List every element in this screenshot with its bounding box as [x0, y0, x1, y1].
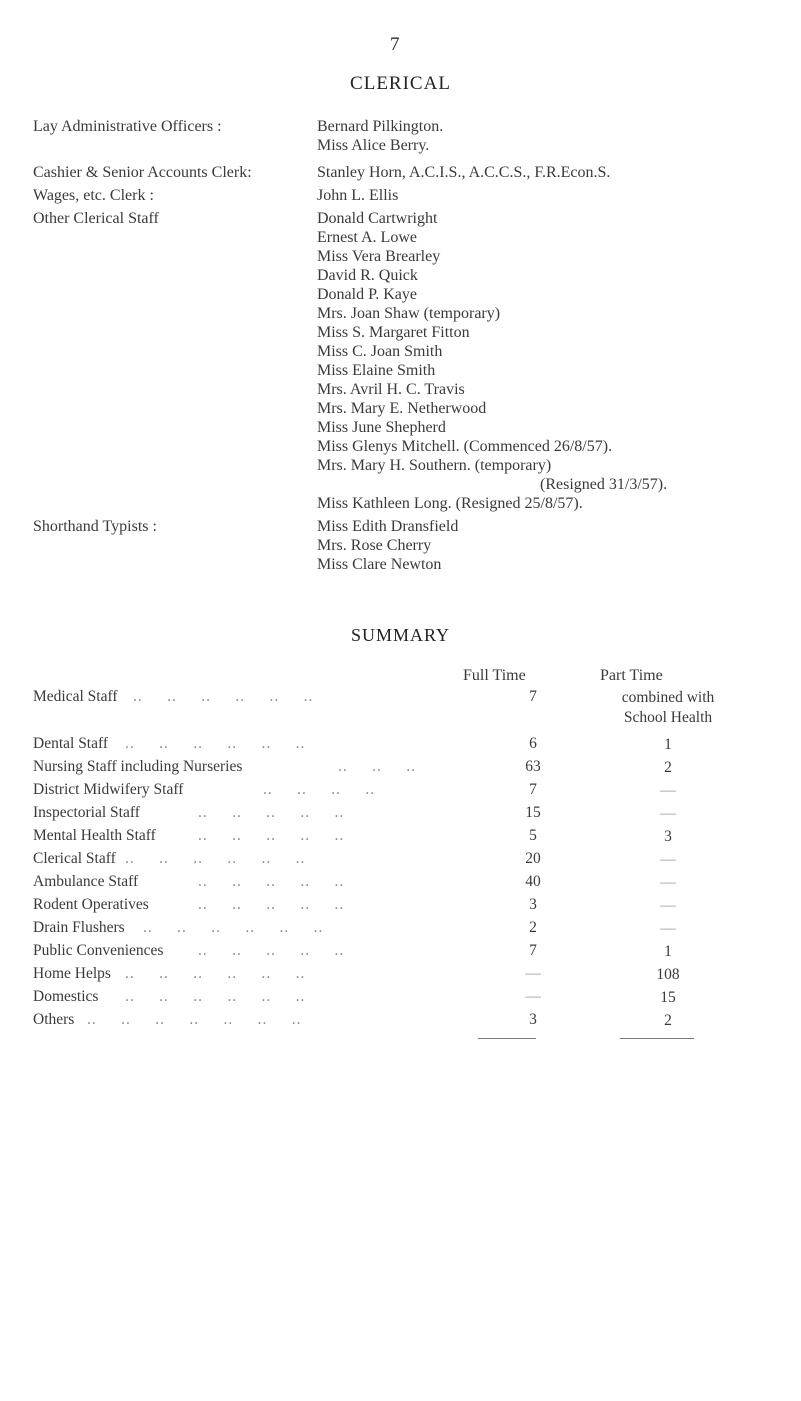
staff-name: Miss S. Margaret Fitton [317, 324, 470, 341]
part-time-header: Part Time [600, 667, 663, 684]
summary-row [33, 735, 773, 755]
staff-name: Donald Cartwright [317, 210, 438, 227]
role-label: Wages, etc. Clerk : [33, 187, 154, 204]
staff-name: Mrs. Joan Shaw (temporary) [317, 305, 501, 322]
staff-name: Miss Clare Newton [317, 556, 442, 573]
part-time-note: combined with [621, 689, 715, 706]
summary-row [33, 988, 773, 1008]
part-time-value: 108 [656, 966, 680, 983]
full-time-value: 7 [529, 688, 537, 705]
staff-name: Miss Edith Dransfield [317, 518, 459, 535]
staff-note: (Resigned 31/3/57). [540, 476, 668, 493]
summary-row [33, 688, 773, 726]
row-label: Rodent Operatives [33, 896, 149, 913]
summary-row [33, 781, 773, 801]
part-time-value: 1 [664, 943, 672, 960]
leader-dots: .. .. .. .. .. [198, 896, 345, 913]
summary-row [33, 896, 773, 916]
clerical-heading: CLERICAL [350, 73, 451, 94]
part-time-value: — [660, 874, 676, 891]
leader-dots: .. .. .. .. .. .. [125, 850, 306, 867]
staff-name: Mrs. Rose Cherry [317, 537, 432, 554]
full-time-value: 40 [525, 873, 541, 890]
leader-dots: .. .. .. .. .. .. .. [87, 1011, 302, 1028]
row-label: Domestics [33, 988, 99, 1005]
leader-dots: .. .. .. .. .. .. [143, 919, 324, 936]
total-rule-full [478, 1038, 536, 1039]
row-label: Drain Flushers [33, 919, 125, 936]
summary-heading: SUMMARY [350, 625, 451, 645]
summary-row [33, 942, 773, 962]
part-time-note: School Health [623, 709, 713, 726]
staff-name: Miss Glenys Mitchell. (Commenced 26/8/57). [317, 438, 613, 455]
full-time-value: 63 [525, 758, 541, 775]
leader-dots: .. .. .. .. .. [198, 827, 345, 844]
role-label: Other Clerical Staff [33, 210, 159, 227]
role-label: Cashier & Senior Accounts Clerk: [33, 164, 252, 181]
part-time-value: 15 [660, 989, 676, 1006]
staff-name: Miss Vera Brearley [317, 248, 441, 265]
row-label: Medical Staff [33, 688, 118, 705]
row-label: Ambulance Staff [33, 873, 139, 890]
summary-row [33, 873, 773, 893]
row-label: Others [33, 1011, 75, 1028]
staff-name: Stanley Horn, A.C.I.S., A.C.C.S., F.R.Econ.S. [317, 164, 611, 181]
leader-dots: .. .. .. [338, 758, 416, 775]
row-label: Public Conveniences [33, 942, 164, 959]
staff-name: Mrs. Mary E. Netherwood [317, 400, 487, 417]
summary-row [33, 919, 773, 939]
part-time-value: 1 [664, 736, 672, 753]
staff-name: Miss Kathleen Long. (Resigned 25/8/57). [317, 495, 583, 512]
leader-dots: .. .. .. .. .. [198, 942, 345, 959]
role-label: Shorthand Typists : [33, 518, 157, 535]
staff-name: Bernard Pilkington. [317, 118, 444, 135]
part-time-value [593, 688, 743, 728]
row-label: Mental Health Staff [33, 827, 156, 844]
full-time-value: 3 [529, 896, 537, 913]
summary-row [33, 804, 773, 824]
part-time-value: — [660, 782, 676, 799]
part-time-value: 2 [664, 759, 672, 776]
staff-name: John L. Ellis [317, 187, 399, 204]
full-time-value: 2 [529, 919, 537, 936]
staff-name: Miss Alice Berry. [317, 137, 430, 154]
summary-row [33, 758, 773, 778]
row-label: Clerical Staff [33, 850, 116, 867]
leader-dots: .. .. .. .. .. .. [125, 965, 306, 982]
full-time-value: — [525, 965, 541, 982]
summary-row [33, 965, 773, 985]
full-time-value: 20 [525, 850, 541, 867]
full-time-value: — [525, 988, 541, 1005]
leader-dots: .. .. .. .. .. .. [125, 735, 306, 752]
role-label: Lay Administrative Officers : [33, 118, 222, 135]
staff-name: Miss June Shepherd [317, 419, 446, 436]
leader-dots: .. .. .. .. [263, 781, 376, 798]
leader-dots: .. .. .. .. .. [198, 804, 345, 821]
full-time-header: Full Time [463, 667, 526, 684]
full-time-value: 7 [529, 781, 537, 798]
full-time-value: 6 [529, 735, 537, 752]
leader-dots: .. .. .. .. .. .. [125, 988, 306, 1005]
full-time-value: 7 [529, 942, 537, 959]
part-time-value: — [660, 851, 676, 868]
staff-name: Mrs. Avril H. C. Travis [317, 381, 465, 398]
row-label: Inspectorial Staff [33, 804, 140, 821]
part-time-value: — [660, 897, 676, 914]
staff-name: Miss Elaine Smith [317, 362, 436, 379]
full-time-value: 5 [529, 827, 537, 844]
summary-row [33, 827, 773, 847]
row-label: Dental Staff [33, 735, 109, 752]
staff-name: Mrs. Mary H. Southern. (temporary) [317, 457, 552, 474]
staff-name: Miss C. Joan Smith [317, 343, 443, 360]
leader-dots: .. .. .. .. .. [198, 873, 345, 890]
row-label: Nursing Staff including Nurseries [33, 758, 243, 775]
total-rule-part [620, 1038, 694, 1039]
staff-name: David R. Quick [317, 267, 418, 284]
part-time-value: — [660, 805, 676, 822]
part-time-value: 2 [664, 1012, 672, 1029]
row-label: Home Helps [33, 965, 111, 982]
row-label: District Midwifery Staff [33, 781, 184, 798]
leader-dots: .. .. .. .. .. .. [133, 688, 314, 705]
full-time-value: 3 [529, 1011, 537, 1028]
full-time-value: 15 [525, 804, 541, 821]
page-number: 7 [390, 34, 400, 55]
part-time-value: — [660, 920, 676, 937]
part-time-value: 3 [664, 828, 672, 845]
summary-row [33, 1011, 773, 1031]
summary-row [33, 850, 773, 870]
staff-name: Ernest A. Lowe [317, 229, 417, 246]
staff-name: Donald P. Kaye [317, 286, 417, 303]
